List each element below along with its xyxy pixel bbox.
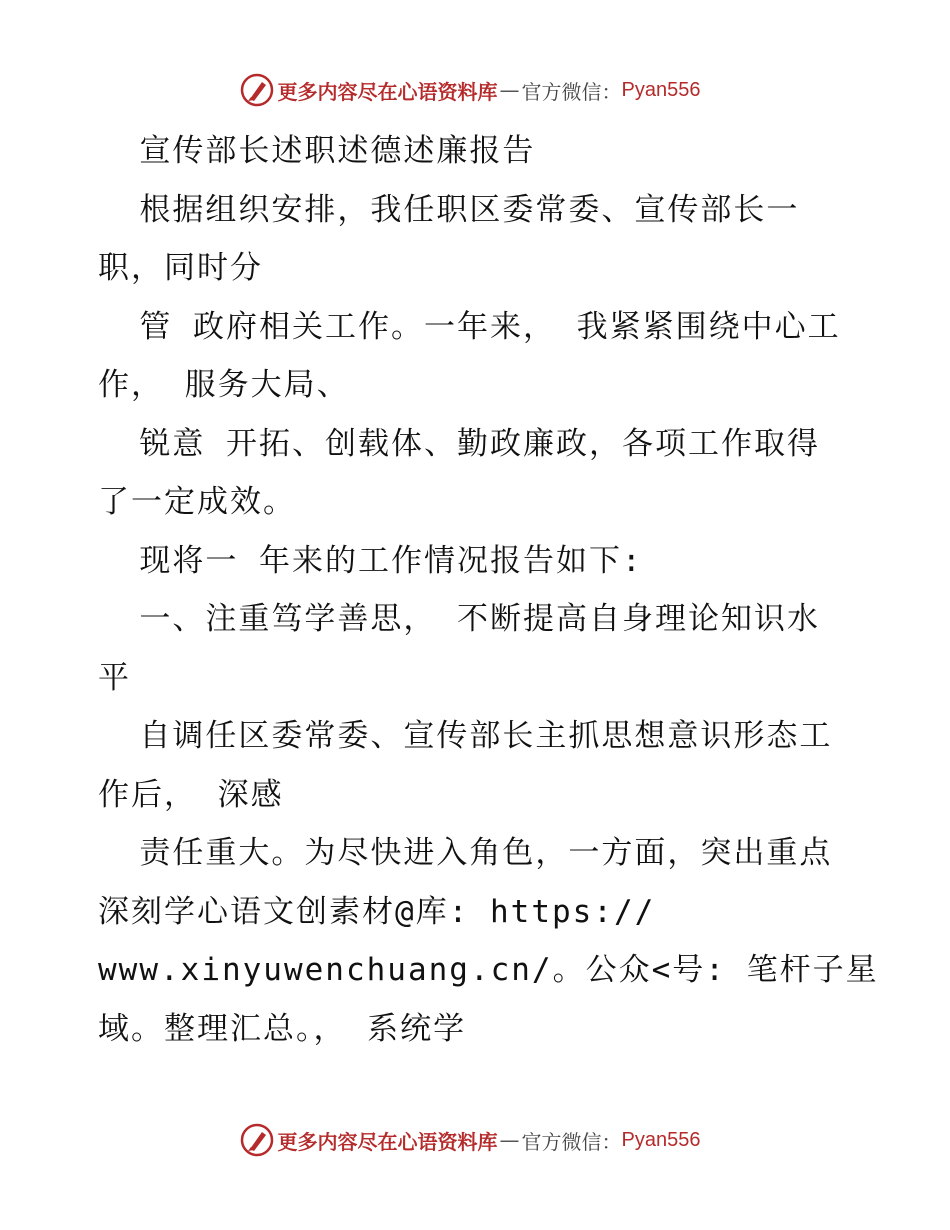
banner-wechat-id: Pyan556 — [621, 1128, 701, 1151]
doc-line: 锐意 开拓、创载体、勤政廉政，各项工作取得 — [98, 425, 820, 462]
doc-line: 现将一 年来的工作情况报告如下: — [98, 542, 643, 579]
doc-line: 平 — [98, 659, 131, 696]
doc-line: www.xinyuwenchuang.cn/。公众<号: 笔杆子星 — [98, 952, 879, 988]
doc-line: 自调任区委常委、宣传部长主抓思想意识形态工 — [98, 718, 833, 754]
banner-site-name: 更多内容尽在心语资料库 — [277, 1129, 498, 1154]
doc-line: 作， 服务大局、 — [98, 367, 350, 403]
pen-nib-logo-icon — [240, 73, 274, 107]
banner-wechat-id: Pyan556 — [621, 78, 701, 101]
doc-line: 职，同时分 — [98, 250, 263, 286]
header-banner — [0, 70, 950, 110]
doc-line: 深刻学心语文创素材@库: https:// — [98, 893, 656, 930]
doc-line: 管 政府相关工作。一年来， 我紧紧围绕中心工 — [98, 308, 841, 345]
doc-title: 宣传部长述职述德述廉报告 — [98, 133, 536, 169]
doc-section-heading: 一、注重笃学善思， 不断提高自身理论知识水 — [98, 601, 820, 637]
banner-wechat-label: 官方微信： — [521, 79, 622, 104]
doc-line: 责任重大。为尽快进入角色，一方面，突出重点 — [98, 835, 833, 871]
banner-wechat-label: 官方微信： — [521, 1129, 622, 1154]
doc-line: 了一定成效。 — [98, 484, 296, 520]
banner-dash: — — [499, 1128, 520, 1152]
document-body — [98, 122, 879, 1058]
doc-line: 域。整理汇总。， 系统学 — [98, 1010, 467, 1047]
header-banner-content — [240, 73, 701, 107]
doc-line: 根据组织安排，我任职区委常委、宣传部长一 — [98, 191, 800, 228]
banner-dash: — — [499, 78, 520, 102]
footer-banner-content — [240, 1123, 701, 1157]
pen-nib-logo-icon — [240, 1123, 274, 1157]
banner-site-name: 更多内容尽在心语资料库 — [277, 79, 498, 104]
footer-banner — [0, 1120, 950, 1160]
doc-line: 作后， 深感 — [98, 776, 284, 813]
